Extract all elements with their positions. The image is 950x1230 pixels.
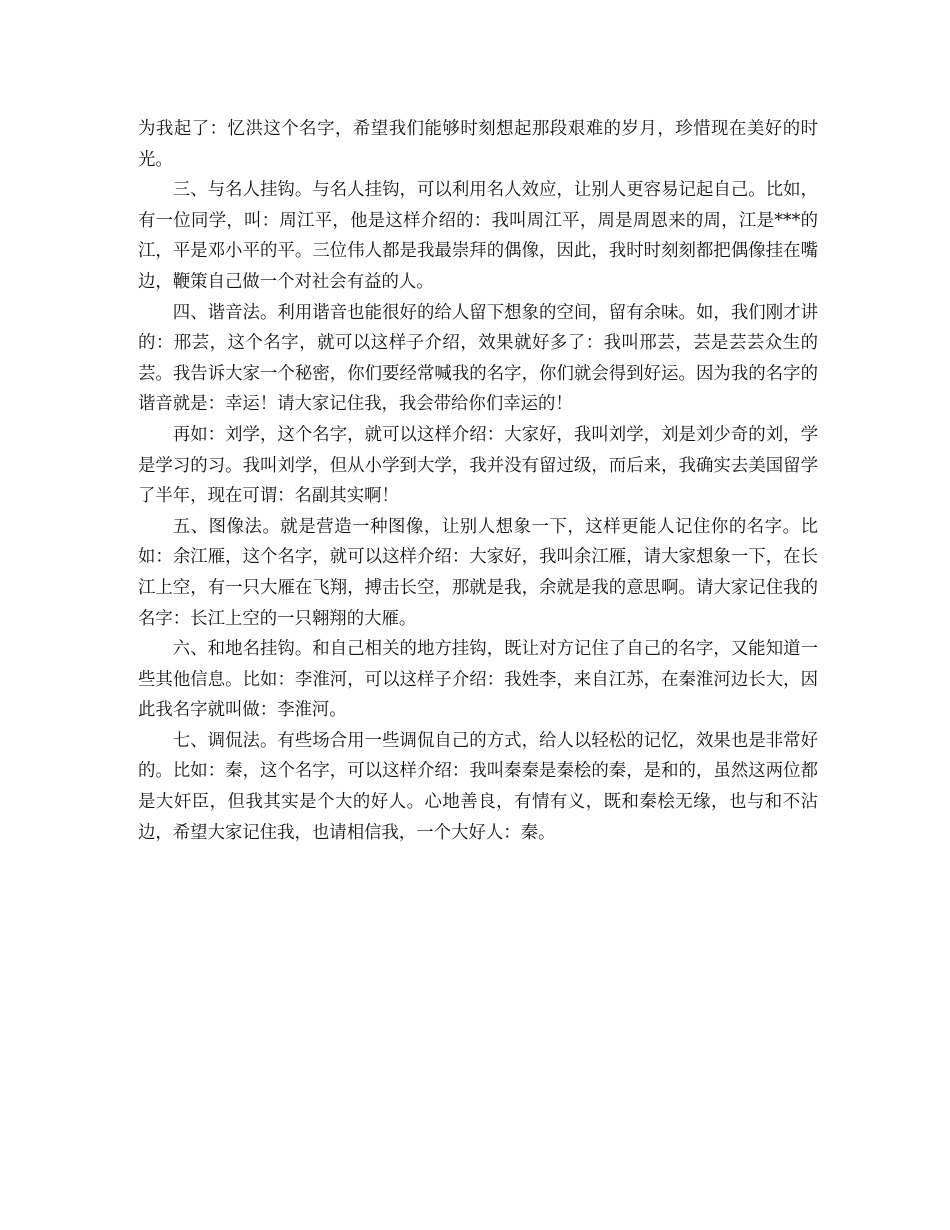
paragraph-famous-names: 三、与名人挂钩。与名人挂钩，可以利用名人效应，让别人更容易记起自己。比如，有一位同学，叫：周江平，他是这样介绍的：我叫周江平，周是周恩来的周，江是***的江，平是邓小平的平。三位伟人都是我最崇拜的偶像，因此，我时时刻刻都把偶像挂在嘴边，鞭策自己做一个对社会有益的人。: [138, 180, 818, 292]
paragraph-place-name: 六、和地名挂钩。和自己相关的地方挂钩，既让对方记住了自己的名字，又能知道一些其他信息。比如：李淮河，可以这样子介绍：我姓李，来自江苏，在秦淮河边长大，因此我名字就叫做：李淮河。: [138, 639, 818, 721]
document-body: [138, 114, 818, 848]
paragraph-continuation: 为我起了：忆洪这个名字，希望我们能够时刻想起那段艰难的岁月，珍惜现在美好的时光。: [138, 119, 818, 170]
paragraph-self-mockery: 七、调侃法。有些场合用一些调侃自己的方式，给人以轻松的记忆，效果也是非常好的。比如：秦，这个名字，可以这样介绍：我叫秦秦是秦桧的秦，是和的，虽然这两位都是大奸臣，但我其实是个大的好人。心地善良，有情有义，既和秦桧无缘，也与和不沾边，希望大家记住我，也请相信我，一个大好人：秦。: [138, 730, 818, 843]
paragraph-homophone-example: 再如：刘学，这个名字，就可以这样介绍：大家好，我叫刘学，刘是刘少奇的刘，学是学习的习。我叫刘学，但从小学到大学，我并没有留过级，而后来，我确实去美国留学了半年，现在可谓：名副其实啊！: [138, 424, 818, 507]
paragraph-imagery: 五、图像法。就是营造一种图像，让别人想象一下，这样更能人记住你的名字。比如：余江雁，这个名字，就可以这样介绍：大家好，我叫余江雁，请大家想象一下，在长江上空，有一只大雁在飞翔，搏击长空，那就是我，余就是我的意思啊。请大家记住我的名字：长江上空的一只翱翔的大雁。: [138, 516, 818, 629]
paragraph-homophone: 四、谐音法。利用谐音也能很好的给人留下想象的空间，留有余味。如，我们刚才讲的：邢芸，这个名字，就可以这样子介绍，效果就好多了：我叫邢芸，芸是芸芸众生的芸。我告诉大家一个秘密，你们要经常喊我的名字，你们就会得到好运。因为我的名字的谐音就是：幸运！请大家记住我，我会带给你们幸运的！: [138, 302, 818, 415]
